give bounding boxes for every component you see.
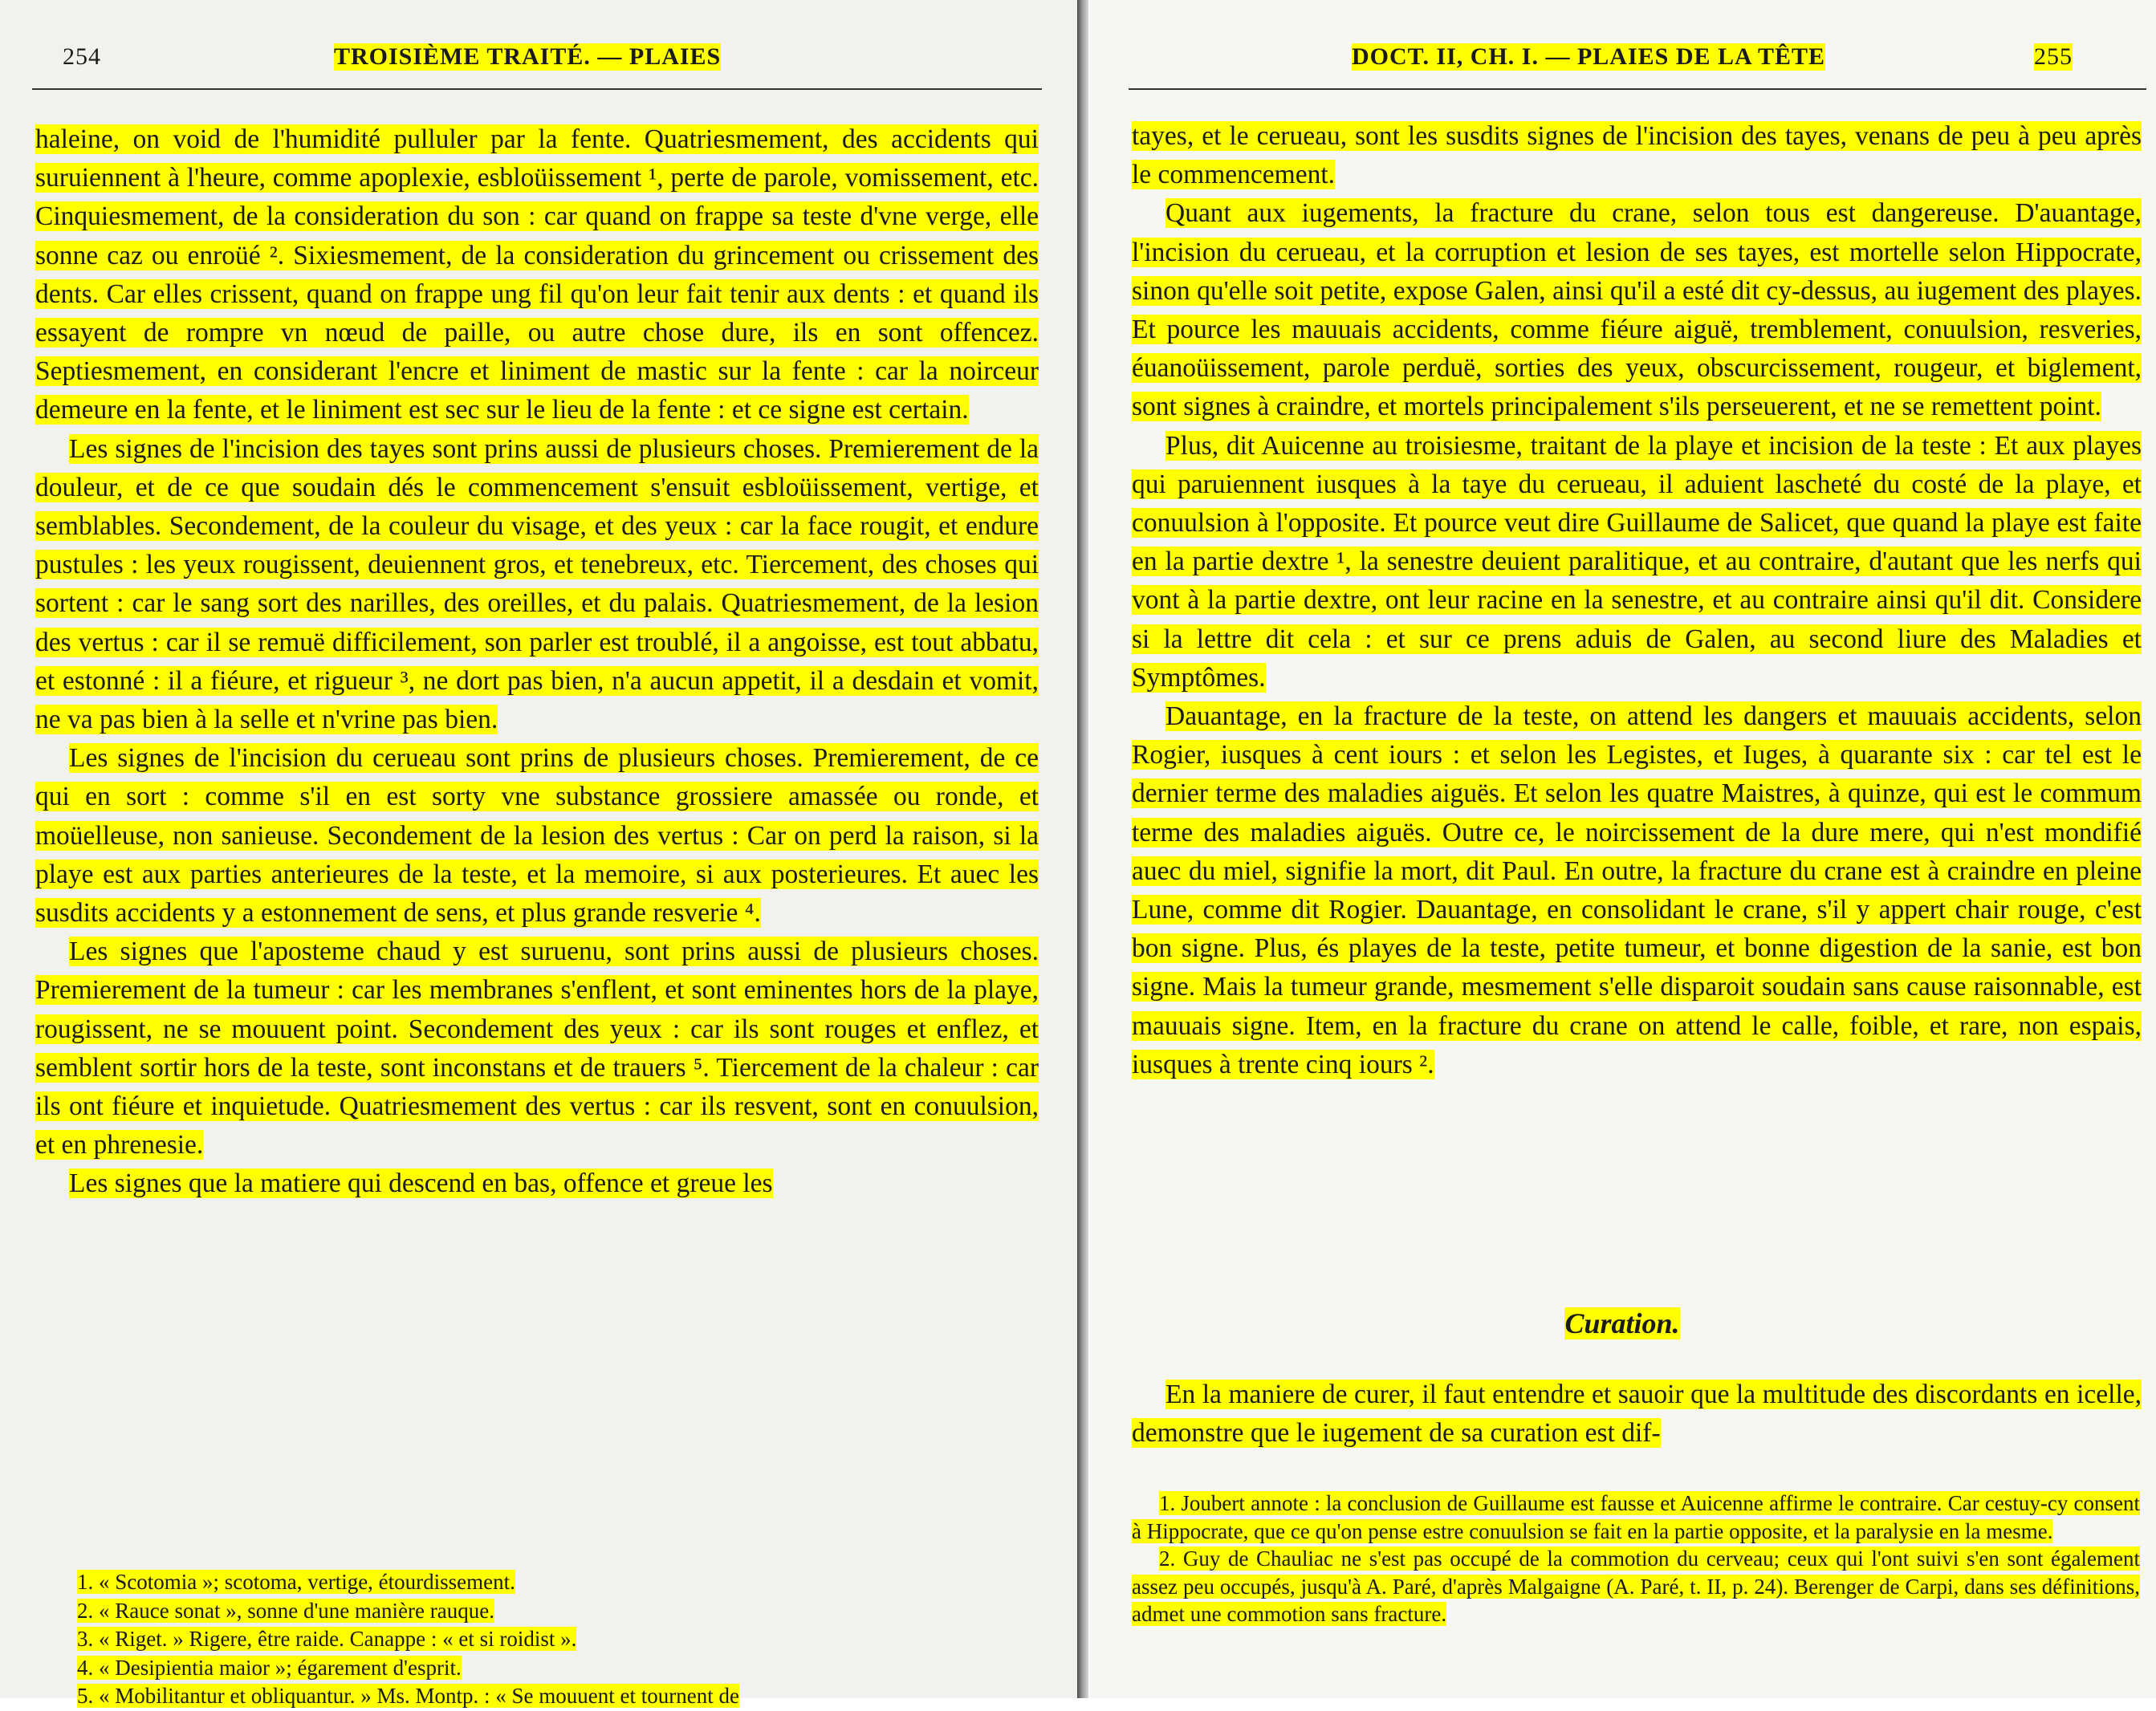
footnote: 1. « Scotomia »; scotoma, vertige, étourdissement. xyxy=(77,1570,515,1594)
right-page-number: 255 xyxy=(2034,43,2073,70)
footnote: 2. « Rauce sonat », sonne d'une manière rauque. xyxy=(77,1598,494,1623)
right-body-text-continued xyxy=(1132,1376,2142,1453)
left-running-head-title: TROISIÈME TRAITÉ. — PLAIES xyxy=(334,43,722,70)
book-gutter xyxy=(1077,0,1088,1698)
left-paragraph: Les signes que la matiere qui descend en bas, offence et greue les xyxy=(69,1168,773,1199)
left-paragraph: Les signes de l'incision du cerueau sont prins de plusieurs choses. Premierement, de ce qui en sort : comme s'il en est sorty vne substance grossiere amassée ou ronde, et moüelleuse, non sanieuse. Secondement de la lesion des vertus : Car on perd la raison, si la playe est aux parties anterieures de la teste, et la memoire, si aux posterieures. Et auec les susdits accidents y a estonnement de sens, et plus grande resverie ⁴. xyxy=(35,743,1039,929)
left-paragraph: Les signes que l'aposteme chaud y est suruenu, sont prins aussi de plusieurs choses. Premierement de la tumeur : car les membranes s'enflent, et sont eminentes hors de la playe, rougissent, ne se mouuent point. Secondement des yeux : car ils sont rouges et enflez, et semblent sortir hors de la teste, sont inconstans et de trauers ⁵. Tiercement de la chaleur : car ils ont fiéure et inquietude. Quatriesmement des vertus : car ils resvent, sont en conuulsion, et en phrenesie. xyxy=(35,937,1039,1160)
footnote: 5. « Mobilitantur et obliquantur. » Ms. Montp. : « Se mouuent et tournent de xyxy=(77,1684,739,1708)
footnote: 3. « Riget. » Rigere, être raide. Canappe : « et si roidist ». xyxy=(77,1627,577,1651)
right-footnotes xyxy=(1132,1490,2140,1628)
right-page xyxy=(1088,0,2156,1698)
footnote: 1. Joubert annote : la conclusion de Guillaume est fausse et Auicenne affirme le contraire. Car cestuy-cy consent à Hippocrate, que ce qu'on pense estre conuulsion se fait en la partie opposite, et la paralysie en la mesme. xyxy=(1132,1491,2140,1543)
left-paragraph: Les signes de l'incision des tayes sont prins aussi de plusieurs choses. Premierement de la douleur, et de ce que soudain dés le commencement s'ensuit esbloüissement, vertige, et semblables. Secondement, de la couleur du visage, et des yeux : car la face rougit, et endure pustules : les yeux rougissent, deuiennent gros, et tenebreux, etc. Tiercement, des choses qui sortent : car le sang sort des narilles, des oreilles, et du palais. Quatriesmement, de la lesion des vertus : car il se remuë difficilement, son parler est troublé, il a angoisse, est tout abbatu, et estonné : il a fiéure, et rigueur ³, ne dort pas bien, n'a aucun appetit, il a desdain et vomit, ne va pas bien à la selle et n'vrine pas bien. xyxy=(35,433,1039,735)
footnote: 4. « Desipientia maior »; égarement d'esprit. xyxy=(77,1655,462,1680)
right-paragraph: En la maniere de curer, il faut entendre et sauoir que la multitude des discordants en icelle, demonstre que le iugement de sa curation est dif- xyxy=(1132,1380,2142,1449)
left-header-rule xyxy=(32,88,1042,90)
right-header-rule xyxy=(1129,88,2146,90)
footnote: 2. Guy de Chauliac ne s'est pas occupé de la commotion du cerveau; ceux qui l'ont suivi s'en sont également assez peu occupés, jusqu'à A. Paré, d'après Malgaigne (A. Paré, t. II, p. 24). Berenger de Carpi, dans ses définitions, admet une commotion sans fracture. xyxy=(1132,1546,2140,1627)
right-paragraph: Plus, dit Auicenne au troisiesme, traitant de la playe et incision de la teste : Et aux playes qui paruiennent iusques à la taye du cerueau, il aduient lascheté du costé de la playe, et conuulsion à l'opposite. Et pource veut dire Guillaume de Salicet, que quand la playe est faite en la partie dextre ¹, la senestre deuient paralitique, et au contraire, d'autant que les nerfs qui vont à la partie dextre, ont leur racine en la senestre, et au contraire ainsi qu'il dit. Considere si la lettre dit cela : et sur ce prens aduis de Galen, au second liure des Maladies et Symptômes. xyxy=(1132,430,2142,693)
right-running-head-title: DOCT. II, CH. I. — PLAIES DE LA TÊTE xyxy=(1352,43,1826,70)
right-paragraph: tayes, et le cerueau, sont les susdits signes de l'incision des tayes, venans de peu à peu après le commencement. xyxy=(1132,121,2142,190)
right-paragraph: Dauantage, en la fracture de la teste, on attend les dangers et mauuais accidents, selon Rogier, iusques à cent iours : et selon les Legistes, et Iuges, à quarante six : car tel est le dernier terme des maladies aiguës. Et selon les quatre Maistres, à quinze, qui est le commum terme des maladies aiguës. Outre ce, le noircissement de la dure mere, qui n'est mondifié auec du miel, signifie la mort, dit Paul. En outre, la fracture du crane est à craindre en pleine Lune, comme dit Rogier. Dauantage, en consolidant le crane, s'il y appert chair rouge, c'est bon signe. Plus, és playes de la teste, petite tumeur, et bonne digestion de la sanie, est bon signe. Mais la tumeur grande, mesmement s'elle disparoit soudain sans cause raisonnable, est mauuais signe. Item, en la fracture du crane on attend le calle, foible, et rare, non espais, iusques à trente cinq iours ². xyxy=(1132,701,2142,1079)
section-heading-curation: Curation. xyxy=(1564,1307,1680,1339)
right-running-header xyxy=(1088,40,2156,75)
right-paragraph: Quant aux iugements, la fracture du crane, selon tous est dangereuse. D'auantage, l'incision du cerueau, et la corruption et lesion de ses tayes, est mortelle selon Hippocrate, sinon qu'elle soit petite, expose Galen, ainsi qu'il a esté dit cy-dessus, au iugement des playes. Et pource les mauuais accidents, comme fiéure aiguë, tremblement, conuulsion, resveries, éuanoüissement, parole perduë, sorties des yeux, obscurcissement, rougeur, et biglement, sont signes à craindre, et mortels principalement s'ils perseuerent, et ne se remettent point. xyxy=(1132,198,2142,422)
left-footnotes xyxy=(77,1568,1056,1711)
left-running-header xyxy=(0,40,1077,75)
left-paragraph: haleine, on void de l'humidité pulluler par la fente. Quatriesmement, des accidents qui suruiennent à l'heure, comme apoplexie, esbloüissement ¹, perte de parole, vomissement, etc. Cinquiesmement, de la consideration du son : car quand on frappe sa teste d'vne verge, elle sonne caz ou enroüé ². Sixiesmement, de la consideration du grincement ou crissement des dents. Car elles crissent, quand on frappe ung fil qu'on leur fait tenir aux dents : et quand ils essayent de rompre vn nœud de paille, ou autre chose dure, ils en sont offencez. Septiesmement, en considerant l'encre et liniment de mastic sur la fente : car la noirceur demeure en la fente, et le liniment est sec sur le lieu de la fente : et ce signe est certain. xyxy=(35,124,1039,425)
left-page-number: 254 xyxy=(63,43,101,70)
left-page xyxy=(0,0,1077,1708)
right-body-text xyxy=(1132,117,2142,1084)
left-body-text xyxy=(35,120,1039,1204)
